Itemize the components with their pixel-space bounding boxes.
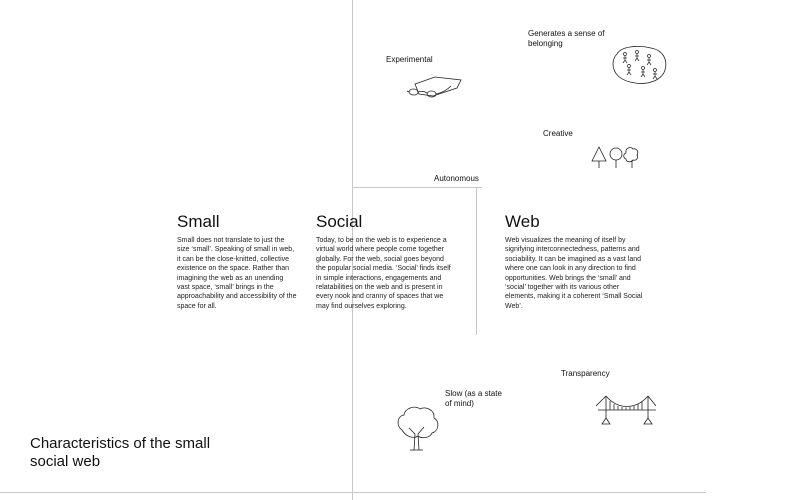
label-experimental: Experimental xyxy=(386,55,433,64)
social-title: Social xyxy=(316,212,363,231)
tree-sketch-icon xyxy=(394,404,440,452)
social-description: Today, to be on the web is to experience a virtual world where people come together globally. For the web, social goes beyond the popular social media. ‘Social’ finds itself in simple interactions, engagements and relatabilities on the web and is present in every nook and cranny of spaces that we may find ourselves exploring. xyxy=(316,237,451,310)
page-title: Characteristics of the small social web xyxy=(30,435,211,470)
label-autonomous: Autonomous xyxy=(434,174,479,183)
web-description: Web visualizes the meaning of itself by signifying interconnectedness, patterns and sociability. It can be imagined as a vast land where one can look in any direction to find opportunities. Web brings the ‘small’ and ‘social’ together with its various other elements, making it a coherent ‘Small Social Web’. xyxy=(505,237,643,310)
label-slow: Slow (as a state of mind) xyxy=(445,389,502,408)
column-divider xyxy=(476,187,477,335)
goggles-sketch-icon xyxy=(405,74,467,102)
small-description: Small does not translate to just the size ‘small’. Speaking of small in web, it can be the close-knitted, collective existence on the space. Rather than imagining the web as an unending vast space, ‘small’ brings in the approachability and accessibility of the space for all. xyxy=(177,237,297,310)
trees-sketch-icon xyxy=(590,143,640,169)
horizontal-divider xyxy=(352,187,482,188)
label-belonging: Generates a sense of belonging xyxy=(528,29,605,48)
label-transparency: Transparency xyxy=(561,369,610,378)
label-creative: Creative xyxy=(543,129,573,138)
bridge-sketch-icon xyxy=(596,388,656,426)
web-title: Web xyxy=(505,212,540,231)
community-sketch-icon xyxy=(611,44,669,86)
bottom-divider xyxy=(0,492,706,493)
small-title: Small xyxy=(177,212,220,231)
